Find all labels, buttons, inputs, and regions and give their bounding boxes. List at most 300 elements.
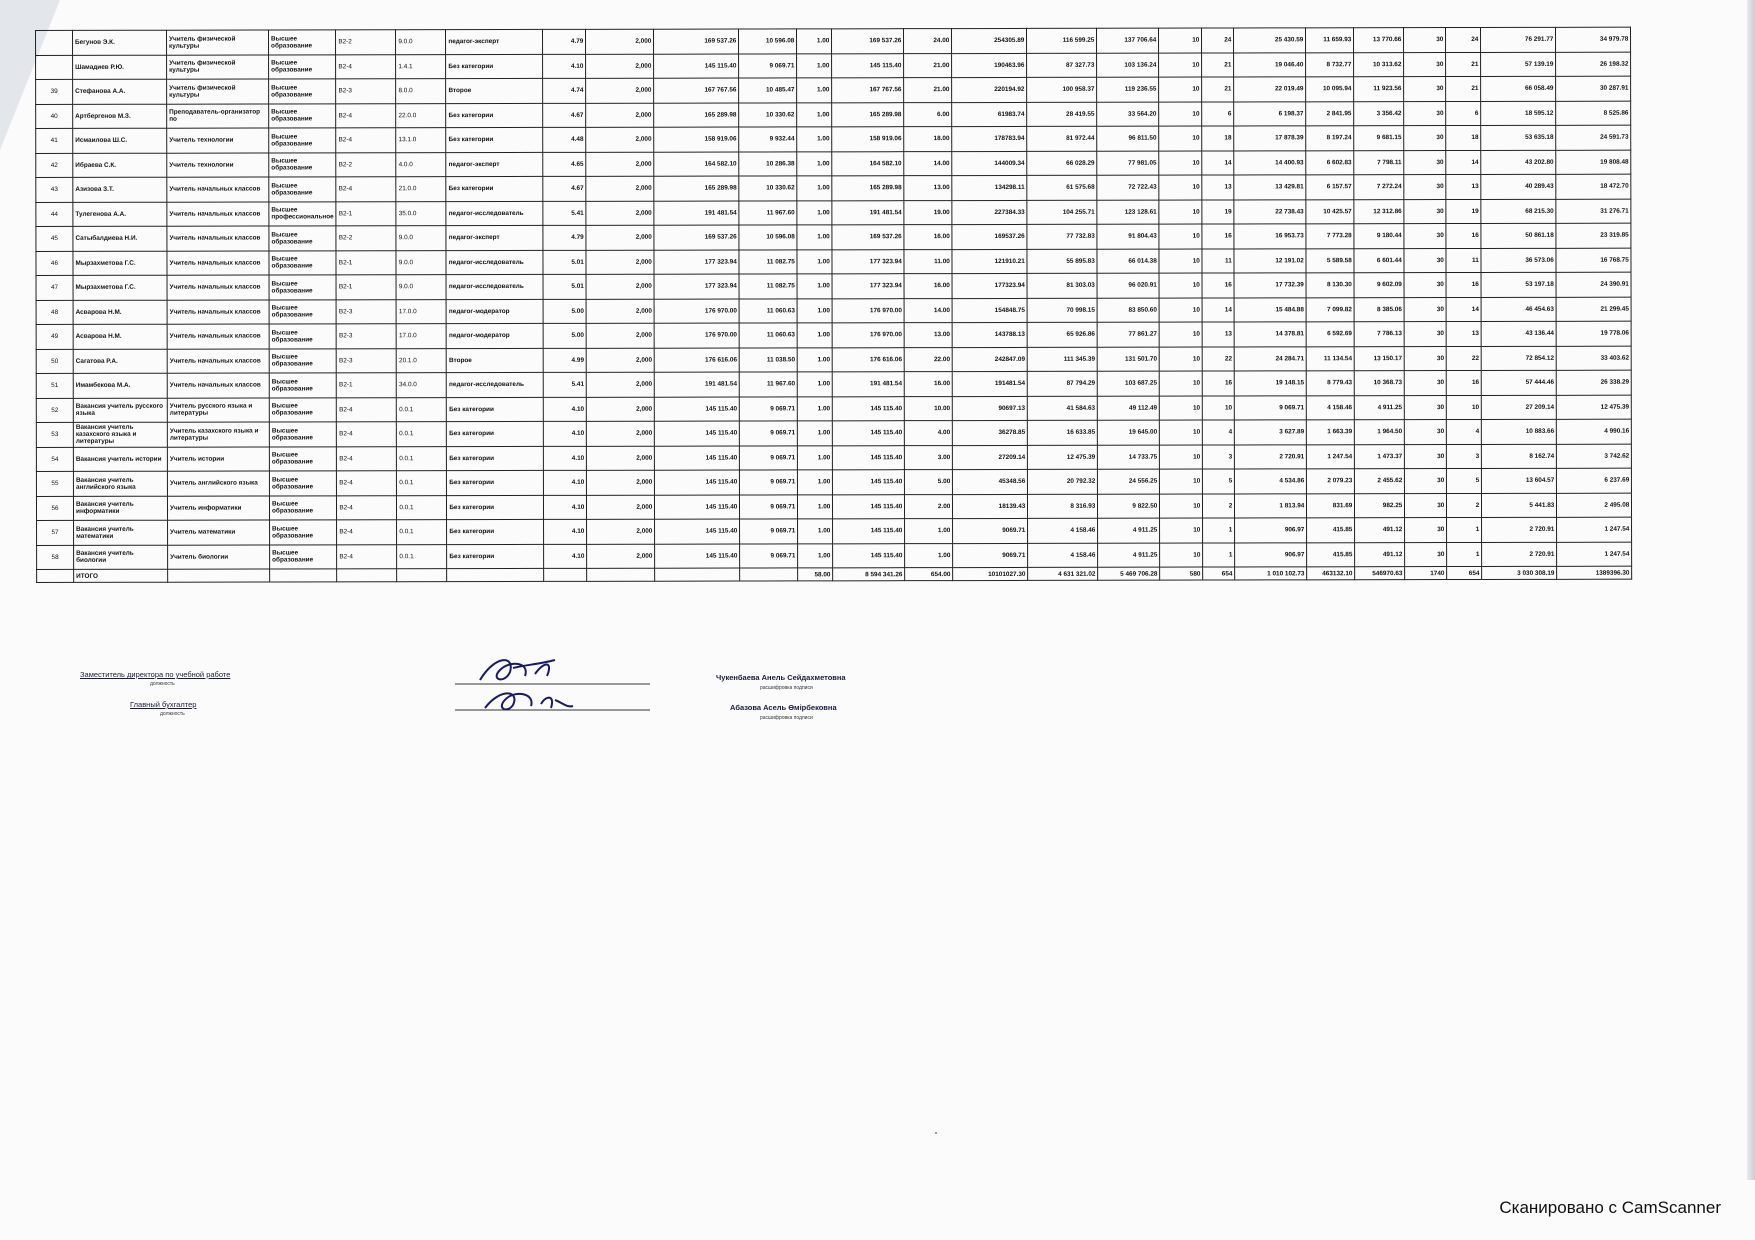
cell-cat: Без категории	[447, 495, 544, 520]
cell-hrs: 24.00	[904, 29, 952, 54]
cell-coef: 5.01	[543, 250, 586, 275]
cell-edu: Высшее образование	[269, 30, 336, 55]
cell-e1: 30	[1404, 126, 1446, 151]
cell-rate: 1.00	[798, 372, 833, 397]
cell-m1: 143788.13	[952, 322, 1027, 347]
table-row	[36, 199, 1631, 227]
cell-sal: 165 289.98	[832, 102, 904, 127]
cell-base: 169 537.26	[654, 29, 739, 54]
cell-f: 2,000	[587, 495, 655, 520]
cell-t2: 26 338.29	[1557, 370, 1632, 395]
cell-exp: 1.4.1	[396, 54, 446, 79]
cell-sal: 145 115.40	[833, 519, 905, 544]
cell-grp: B2-3	[336, 299, 396, 324]
cell-exp: 13.1.0	[396, 128, 446, 153]
cell-sal: 176 970.00	[832, 323, 904, 348]
cell-exp: 17.0.0	[396, 324, 446, 349]
cell-sal: 169 537.26	[832, 29, 904, 54]
total-empty-cell	[447, 568, 544, 581]
cell-d2: 21	[1202, 52, 1234, 77]
cell-t2: 19 808.48	[1556, 150, 1631, 175]
cell-grp: B2-2	[336, 30, 396, 55]
cell-e2: 11	[1446, 248, 1481, 273]
cell-e1: 30	[1404, 175, 1446, 200]
cell-f: 2,000	[586, 29, 654, 54]
total-d1: 580	[1160, 567, 1203, 580]
cell-d2: 2	[1203, 493, 1235, 518]
cell-rate: 1.00	[797, 249, 832, 274]
cell-m2: 81 303.03	[1027, 273, 1097, 298]
table-row	[36, 223, 1631, 251]
cell-rate: 1.00	[797, 274, 832, 299]
cell-cat: педагог-эксперт	[446, 152, 543, 177]
cell-m2: 70 998.15	[1027, 298, 1097, 323]
cell-cat: Без категории	[447, 421, 544, 446]
cell-d1: 10	[1159, 249, 1202, 274]
cell-f: 2,000	[586, 176, 654, 201]
cell-edu: Высшее образование	[269, 299, 336, 324]
cell-exp: 0.0.1	[397, 446, 447, 471]
cell-rate: 1.00	[797, 200, 832, 225]
cell-m1: 178783.94	[952, 126, 1027, 151]
cell-coef: 4.79	[543, 225, 586, 250]
cell-rate: 1.00	[798, 396, 833, 421]
cell-add: 10 596.08	[739, 29, 797, 54]
cell-exp: 0.0.1	[397, 397, 447, 422]
cell-e1: 30	[1404, 346, 1446, 371]
cell-d1: 10	[1159, 126, 1202, 151]
cell-k2: 8 732.77	[1306, 52, 1354, 77]
cell-no: 40	[36, 104, 73, 129]
cell-hrs: 11.00	[904, 249, 952, 274]
total-empty-cell	[740, 568, 798, 581]
cell-no: 45	[36, 226, 73, 251]
cell-base: 176 970.00	[654, 299, 739, 324]
camscanner-watermark: Сканировано с CamScanner	[1499, 1198, 1721, 1217]
cell-k1: 17 732.39	[1234, 273, 1306, 298]
cell-exp: 4.0.0	[396, 152, 446, 177]
cell-name: Сатыбалдиева Н.И.	[73, 226, 167, 251]
cell-e2: 13	[1446, 174, 1481, 199]
cell-grp: B2-3	[336, 79, 396, 104]
cell-base: 145 115.40	[655, 421, 740, 446]
cell-k2: 2 841.95	[1306, 101, 1354, 126]
cell-e2: 22	[1446, 346, 1481, 371]
cell-exp: 9.0.0	[396, 30, 446, 55]
cell-name: Асварова Н.М.	[73, 300, 167, 325]
cell-m2: 55 895.83	[1027, 249, 1097, 274]
cell-m3: 103 136.24	[1097, 53, 1159, 78]
cell-base: 145 115.40	[655, 544, 740, 569]
total-m1: 10101027.30	[953, 567, 1028, 580]
cell-f: 2,000	[587, 544, 655, 569]
cell-exp: 9.0.0	[396, 226, 446, 251]
cell-pos: Учитель начальных классов	[167, 373, 269, 398]
cell-e1: 30	[1404, 273, 1446, 298]
cell-e2: 4	[1447, 419, 1482, 444]
cell-e2: 18	[1446, 125, 1481, 150]
cell-hrs: 13.00	[904, 323, 952, 348]
cell-rate: 1.00	[798, 421, 833, 446]
cell-m1: 220194.92	[952, 77, 1027, 102]
table-row	[36, 370, 1631, 398]
cell-no: 41	[36, 128, 73, 153]
cell-hrs: 14.00	[904, 298, 952, 323]
cell-cat: Без категории	[447, 446, 544, 471]
cell-f: 2,000	[586, 348, 654, 373]
cell-k3: 12 312.86	[1354, 199, 1404, 224]
cell-d2: 4	[1203, 420, 1235, 445]
cell-d1: 10	[1160, 543, 1203, 568]
cell-k3: 13 150.17	[1354, 346, 1404, 371]
cell-k1: 16 953.73	[1234, 224, 1306, 249]
cell-sal: 145 115.40	[832, 53, 904, 78]
cell-edu: Высшее образование	[269, 422, 336, 447]
cell-m2: 12 475.39	[1028, 445, 1098, 470]
cell-k3: 9 180.44	[1354, 224, 1404, 249]
table-row	[36, 174, 1631, 202]
cell-pos: Учитель начальных классов	[167, 251, 269, 276]
cell-t2: 31 276.71	[1556, 199, 1631, 224]
cell-rate: 1.00	[797, 102, 832, 127]
cell-name: Шамадиев Р.Ю.	[73, 55, 167, 80]
cell-k1: 906.97	[1235, 518, 1307, 543]
table-row	[36, 27, 1631, 55]
cell-edu: Высшее образование	[270, 544, 337, 569]
cell-no: 49	[36, 324, 73, 349]
cell-cat: педагог-эксперт	[446, 29, 543, 54]
total-k3: 546970.63	[1355, 567, 1405, 580]
cell-rate: 1.00	[797, 151, 832, 176]
cell-m3: 83 850.60	[1097, 298, 1159, 323]
total-empty-cell	[544, 568, 587, 581]
cell-no: 46	[36, 251, 73, 276]
cell-m1: 45348.56	[953, 469, 1028, 494]
cell-k2: 5 589.58	[1306, 248, 1354, 273]
cell-e1: 30	[1404, 52, 1446, 77]
cell-f: 2,000	[586, 127, 654, 152]
cell-m3: 91 804.43	[1097, 224, 1159, 249]
total-empty-cell	[37, 569, 74, 582]
cell-t1: 53 635.18	[1481, 125, 1556, 150]
cell-t2: 12 475.39	[1557, 395, 1632, 420]
cell-k1: 9 069.71	[1235, 395, 1307, 420]
cell-k2: 10 425.57	[1306, 199, 1354, 224]
cell-add: 10 330.62	[739, 176, 797, 201]
cell-base: 167 767.56	[654, 78, 739, 103]
cell-rate: 1.00	[797, 127, 832, 152]
cell-t1: 50 861.18	[1481, 223, 1556, 248]
cell-coef: 4.10	[544, 421, 587, 446]
cell-m1: 227384.33	[952, 200, 1027, 225]
cell-edu: Высшее образование	[269, 275, 336, 300]
cell-edu: Высшее образование	[269, 495, 336, 520]
cell-d2: 14	[1202, 150, 1234, 175]
cell-d2: 3	[1203, 444, 1235, 469]
cell-m3: 137 706.64	[1097, 28, 1159, 53]
cell-cat: Без категории	[447, 544, 544, 569]
cell-exp: 9.0.0	[396, 275, 446, 300]
cell-t2: 24 591.73	[1556, 125, 1631, 150]
cell-exp: 0.0.1	[397, 495, 447, 520]
cell-hrs: 6.00	[904, 102, 952, 127]
cell-cat: Без категории	[447, 397, 544, 422]
cell-name: Сагатова Р.А.	[73, 349, 167, 374]
cell-base: 191 481.54	[655, 372, 740, 397]
cell-sal: 158 919.06	[832, 127, 904, 152]
cell-d1: 10	[1160, 396, 1203, 421]
cell-e2: 5	[1447, 468, 1482, 493]
cell-add: 10 330.62	[739, 102, 797, 127]
accountant-name-caption: расшифровка подписи	[760, 715, 813, 721]
cell-m2: 87 794.29	[1028, 371, 1098, 396]
cell-m2: 65 926.86	[1027, 322, 1097, 347]
cell-f: 2,000	[586, 323, 654, 348]
cell-m3: 103 687.25	[1098, 371, 1160, 396]
cell-no: 44	[36, 202, 73, 227]
cell-d1: 10	[1160, 371, 1203, 396]
cell-base: 176 616.06	[654, 348, 739, 373]
cell-edu: Высшее образование	[269, 324, 336, 349]
cell-m2: 100 958.37	[1027, 77, 1097, 102]
cell-e1: 30	[1405, 444, 1447, 469]
cell-hrs: 22.00	[904, 347, 952, 372]
cell-rate: 1.00	[798, 519, 833, 544]
cell-no: 48	[36, 300, 73, 325]
cell-edu: Высшее образование	[269, 152, 336, 177]
cell-cat: педагог-исследователь	[446, 274, 543, 299]
cell-t1: 57 139.19	[1481, 52, 1556, 77]
cell-add: 9 069.71	[740, 543, 798, 568]
cell-add: 11 967.60	[740, 372, 798, 397]
cell-m2: 4 158.46	[1028, 518, 1098, 543]
cell-d1: 10	[1160, 445, 1203, 470]
cell-edu: Высшее образование	[269, 128, 336, 153]
cell-grp: B2-4	[336, 177, 396, 202]
cell-rate: 1.00	[797, 78, 832, 103]
cell-sal: 145 115.40	[833, 396, 905, 421]
total-t1: 3 030 308.19	[1482, 566, 1557, 579]
cell-k1: 906.97	[1235, 542, 1307, 567]
cell-e2: 21	[1446, 52, 1481, 77]
cell-k3: 9 681.15	[1354, 126, 1404, 151]
cell-k2: 11 659.93	[1306, 28, 1354, 53]
cell-coef: 4.74	[543, 78, 586, 103]
cell-sal: 164 582.10	[832, 151, 904, 176]
cell-d1: 10	[1160, 494, 1203, 519]
total-empty-cell	[587, 568, 655, 581]
cell-cat: Без категории	[446, 176, 543, 201]
cell-grp: B2-3	[336, 348, 396, 373]
cell-pos: Учитель физической культуры	[167, 79, 269, 104]
cell-m3: 14 733.75	[1098, 445, 1160, 470]
cell-coef: 5.00	[543, 323, 586, 348]
cell-edu: Высшее профессиональное	[269, 201, 336, 226]
cell-sal: 145 115.40	[833, 470, 905, 495]
cell-rate: 1.00	[797, 323, 832, 348]
cell-pos: Учитель технологии	[167, 153, 269, 178]
cell-d1: 10	[1159, 53, 1202, 78]
cell-pos: Учитель истории	[167, 447, 269, 472]
cell-no: 51	[36, 373, 73, 398]
cell-d2: 11	[1202, 248, 1234, 273]
cell-f: 2,000	[586, 250, 654, 275]
cell-m3: 123 128.61	[1097, 200, 1159, 225]
cell-coef: 5.41	[544, 372, 587, 397]
cell-m2: 104 255.71	[1027, 200, 1097, 225]
cell-cat: Без категории	[446, 54, 543, 79]
cell-name: Мырзахметова Г.С.	[73, 251, 167, 276]
cell-rate: 1.00	[798, 470, 833, 495]
cell-d1: 10	[1160, 469, 1203, 494]
cell-name: Вакансия учитель казахского языка и литературы	[73, 422, 167, 447]
cell-k1: 12 191.02	[1234, 248, 1306, 273]
cell-d2: 6	[1202, 101, 1234, 126]
cell-k2: 6 157.57	[1306, 175, 1354, 200]
cell-t2: 21 299.45	[1556, 297, 1631, 322]
cell-cat: Без категории	[446, 103, 543, 128]
cell-k1: 4 534.86	[1235, 469, 1307, 494]
cell-no	[36, 30, 73, 55]
cell-pos: Учитель английского языка	[167, 471, 269, 496]
cell-hrs: 3.00	[905, 445, 953, 470]
deputy-position: Заместитель директора по учебной работе	[80, 670, 231, 679]
cell-m1: 121910.21	[952, 249, 1027, 274]
cell-k2: 7 099.82	[1306, 297, 1354, 322]
table-row	[36, 395, 1631, 423]
total-empty-cell	[655, 568, 740, 581]
cell-t1: 36 573.06	[1481, 248, 1556, 273]
cell-base: 145 115.40	[655, 470, 740, 495]
cell-hrs: 21.00	[904, 78, 952, 103]
cell-t2: 4 990.16	[1557, 419, 1632, 444]
cell-d1: 10	[1159, 200, 1202, 225]
cell-f: 2,000	[586, 152, 654, 177]
cell-edu: Высшее образование	[269, 103, 336, 128]
cell-edu: Высшее образование	[269, 471, 336, 496]
cell-m1: 191481.54	[953, 371, 1028, 396]
cell-e2: 16	[1446, 272, 1481, 297]
cell-pos: Учитель начальных классов	[167, 202, 269, 227]
cell-base: 176 970.00	[654, 323, 739, 348]
cell-add: 9 069.71	[740, 445, 798, 470]
table-row	[37, 517, 1632, 545]
cell-exp: 22.0.0	[396, 103, 446, 128]
cell-k3: 1 473.37	[1355, 444, 1405, 469]
cell-m1: 169537.26	[952, 224, 1027, 249]
cell-grp: B2-4	[336, 103, 396, 128]
cell-add: 11 060.63	[739, 323, 797, 348]
cell-k1: 13 429.81	[1234, 175, 1306, 200]
cell-t2: 1 247.54	[1557, 517, 1632, 542]
cell-no: 56	[36, 496, 73, 521]
cell-t2: 1 247.54	[1557, 542, 1632, 567]
cell-name: Имамбекова М.А.	[73, 373, 167, 398]
cell-base: 145 115.40	[654, 54, 739, 79]
cell-k2: 8 197.24	[1306, 126, 1354, 151]
cell-k1: 17 878.39	[1234, 126, 1306, 151]
cell-name: Вакансия учитель биологии	[74, 545, 168, 570]
cell-exp: 9.0.0	[396, 250, 446, 275]
cell-k1: 14 378.81	[1234, 322, 1306, 347]
cell-rate: 1.00	[797, 225, 832, 250]
cell-add: 11 060.63	[739, 298, 797, 323]
cell-t1: 66 058.49	[1481, 76, 1556, 101]
cell-add: 11 967.60	[739, 200, 797, 225]
cell-e1: 30	[1404, 199, 1446, 224]
cell-sal: 176 970.00	[832, 298, 904, 323]
cell-edu: Высшее образование	[270, 520, 337, 545]
total-rate: 58.00	[798, 568, 833, 581]
cell-coef: 4.79	[543, 29, 586, 54]
cell-base: 165 289.98	[654, 176, 739, 201]
cell-m1: 254305.89	[952, 28, 1027, 53]
cell-add: 11 082.75	[739, 249, 797, 274]
cell-m3: 96 020.91	[1097, 273, 1159, 298]
cell-k3: 6 601.44	[1354, 248, 1404, 273]
cell-m2: 81 972.44	[1027, 126, 1097, 151]
cell-sal: 145 115.40	[833, 445, 905, 470]
table-row	[36, 444, 1631, 472]
cell-pos: Учитель физической культуры	[167, 30, 269, 55]
cell-f: 2,000	[586, 103, 654, 128]
cell-grp: B2-4	[337, 544, 397, 569]
cell-edu: Высшее образование	[269, 250, 336, 275]
cell-k1: 25 430.59	[1234, 28, 1306, 53]
cell-t1: 43 136.44	[1481, 321, 1556, 346]
cell-cat: Второе	[446, 348, 543, 373]
cell-coef: 4.10	[544, 470, 587, 495]
cell-d1: 10	[1160, 420, 1203, 445]
cell-e1: 30	[1405, 371, 1447, 396]
cell-k3: 491.12	[1355, 518, 1405, 543]
cell-e1: 30	[1404, 28, 1446, 53]
cell-coef: 4.10	[543, 54, 586, 79]
cell-no	[36, 55, 73, 80]
cell-d2: 21	[1202, 77, 1234, 102]
cell-f: 2,000	[587, 446, 655, 471]
cell-k2: 4 158.46	[1307, 395, 1355, 420]
table-row	[36, 321, 1631, 349]
cell-e1: 30	[1404, 297, 1446, 322]
cell-e2: 14	[1446, 297, 1481, 322]
cell-e2: 16	[1446, 223, 1481, 248]
cell-d1: 10	[1160, 518, 1203, 543]
cell-m1: 9069.71	[953, 543, 1028, 568]
cell-t1: 72 854.12	[1481, 346, 1556, 371]
cell-sal: 191 481.54	[832, 200, 904, 225]
total-label: ИТОГО	[74, 569, 168, 582]
cell-pos: Учитель начальных классов	[167, 300, 269, 325]
cell-m3: 33 564.20	[1097, 102, 1159, 127]
cell-k2: 7 773.28	[1306, 224, 1354, 249]
cell-pos: Учитель русского языка и литературы	[167, 398, 269, 423]
cell-d2: 22	[1202, 346, 1234, 371]
cell-t1: 5 441.83	[1482, 493, 1557, 518]
cell-t1: 8 162.74	[1482, 444, 1557, 469]
cell-rate: 1.00	[797, 53, 832, 78]
cell-hrs: 16.00	[905, 372, 953, 397]
cell-grp: B2-2	[336, 152, 396, 177]
cell-edu: Высшее образование	[269, 397, 336, 422]
cell-rate: 1.00	[797, 347, 832, 372]
cell-d2: 5	[1203, 469, 1235, 494]
cell-name: Вакансия учитель математики	[74, 520, 168, 545]
cell-sal: 177 323.94	[832, 274, 904, 299]
cell-e1: 30	[1404, 77, 1446, 102]
cell-k1: 22 738.43	[1234, 199, 1306, 224]
cell-e1: 30	[1405, 518, 1447, 543]
